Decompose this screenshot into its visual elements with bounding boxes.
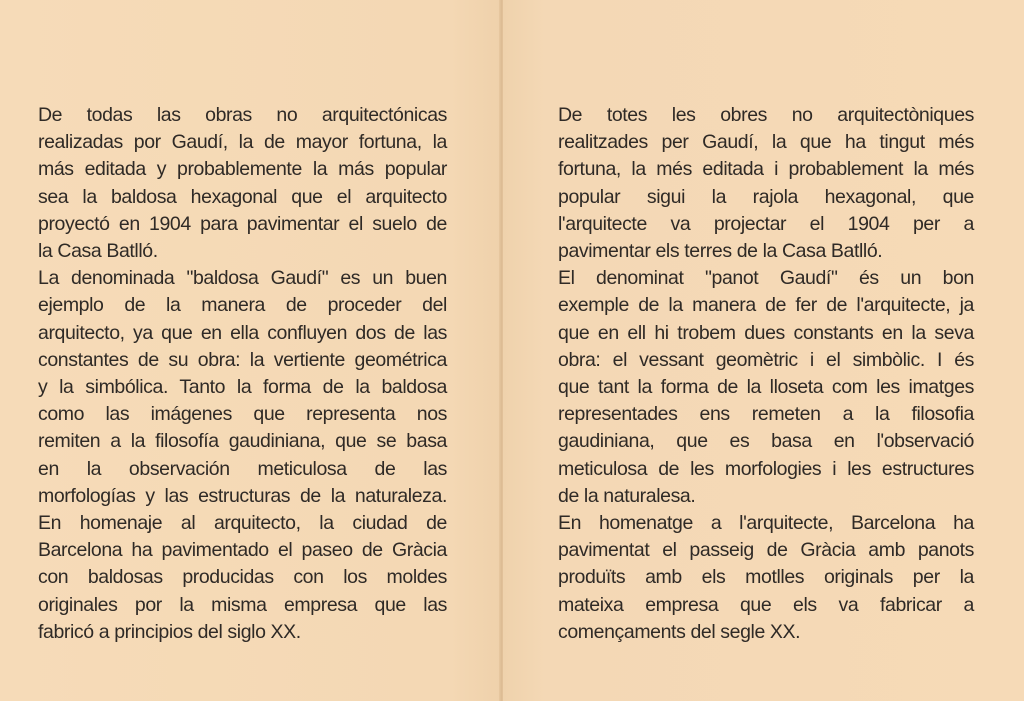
text-line: con baldosas producidas con los moldes: [38, 566, 447, 589]
text-line: meticulosa de les morfologies i les estructures: [558, 457, 974, 480]
text-line: y la simbólica. Tanto la forma de la baldosa: [38, 376, 447, 399]
text-line: arquitecto, ya que en ella confluyen dos de las: [38, 321, 447, 344]
text-line: exemple de la manera de fer de l'arquitecte, ja: [558, 294, 974, 317]
text-line: De todas las obras no arquitectónicas: [38, 104, 447, 126]
text-line: l'arquitecte va projectar el 1904 per a: [558, 212, 974, 235]
text-line: obra: el vessant geomètric i el simbòlic. I és: [558, 348, 974, 371]
text-line: que tant la forma de la lloseta com les imatges: [558, 376, 974, 399]
text-line: la Casa Batlló.: [38, 240, 158, 263]
text-line: constantes de su obra: la vertiente geométrica: [38, 348, 447, 371]
text-line: De totes les obres no arquitectòniques: [558, 104, 974, 126]
text-line: remiten a la filosofía gaudiniana, que se basa: [38, 430, 447, 453]
text-line: de la naturalesa.: [558, 484, 696, 507]
text-line: començaments del segle XX.: [558, 620, 801, 643]
text-line: Barcelona ha pavimentado el paseo de Gràcia: [38, 539, 447, 562]
text-line: fabricó a principios del siglo XX.: [38, 620, 301, 643]
text-line: originales por la misma empresa que las: [38, 593, 447, 616]
text-line: fortuna, la més editada i probablement la més: [558, 158, 974, 181]
spanish-text-column: [38, 102, 447, 646]
text-line: gaudiniana, que es basa en l'observació: [558, 430, 974, 453]
text-line: como las imágenes que representa nos: [38, 403, 447, 426]
text-line: mateixa empresa que els va fabricar a: [558, 593, 974, 616]
text-line: En homenatge a l'arquitecte, Barcelona ha: [558, 512, 974, 535]
catalan-text-column: [558, 102, 974, 646]
text-line: En homenaje al arquitecto, la ciudad de: [38, 512, 447, 535]
text-line: popular sigui la rajola hexagonal, que: [558, 185, 974, 208]
text-line: que en ell hi trobem dues constants en la seva: [558, 321, 974, 344]
text-line: pavimentat el passeig de Gràcia amb panots: [558, 539, 974, 562]
text-line: morfologías y las estructuras de la naturaleza.: [38, 484, 447, 507]
text-line: realizadas por Gaudí, la de mayor fortuna, la: [38, 131, 447, 154]
text-line: en la observación meticulosa de las: [38, 457, 447, 480]
text-line: pavimentar els terres de la Casa Batlló.: [558, 240, 883, 263]
text-line: ejemplo de la manera de proceder del: [38, 294, 447, 317]
text-line: produïts amb els motlles originals per la: [558, 566, 974, 589]
text-line: sea la baldosa hexagonal que el arquitecto: [38, 185, 447, 208]
text-line: más editada y probablemente la más popular: [38, 158, 447, 181]
text-line: representades ens remeten a la filosofia: [558, 403, 974, 426]
text-line: realitzades per Gaudí, la que ha tingut més: [558, 131, 974, 154]
text-line: La denominada "baldosa Gaudí" es un buen: [38, 267, 447, 290]
text-line: El denominat "panot Gaudí" és un bon: [558, 267, 974, 290]
text-line: proyectó en 1904 para pavimentar el suelo de: [38, 212, 447, 235]
